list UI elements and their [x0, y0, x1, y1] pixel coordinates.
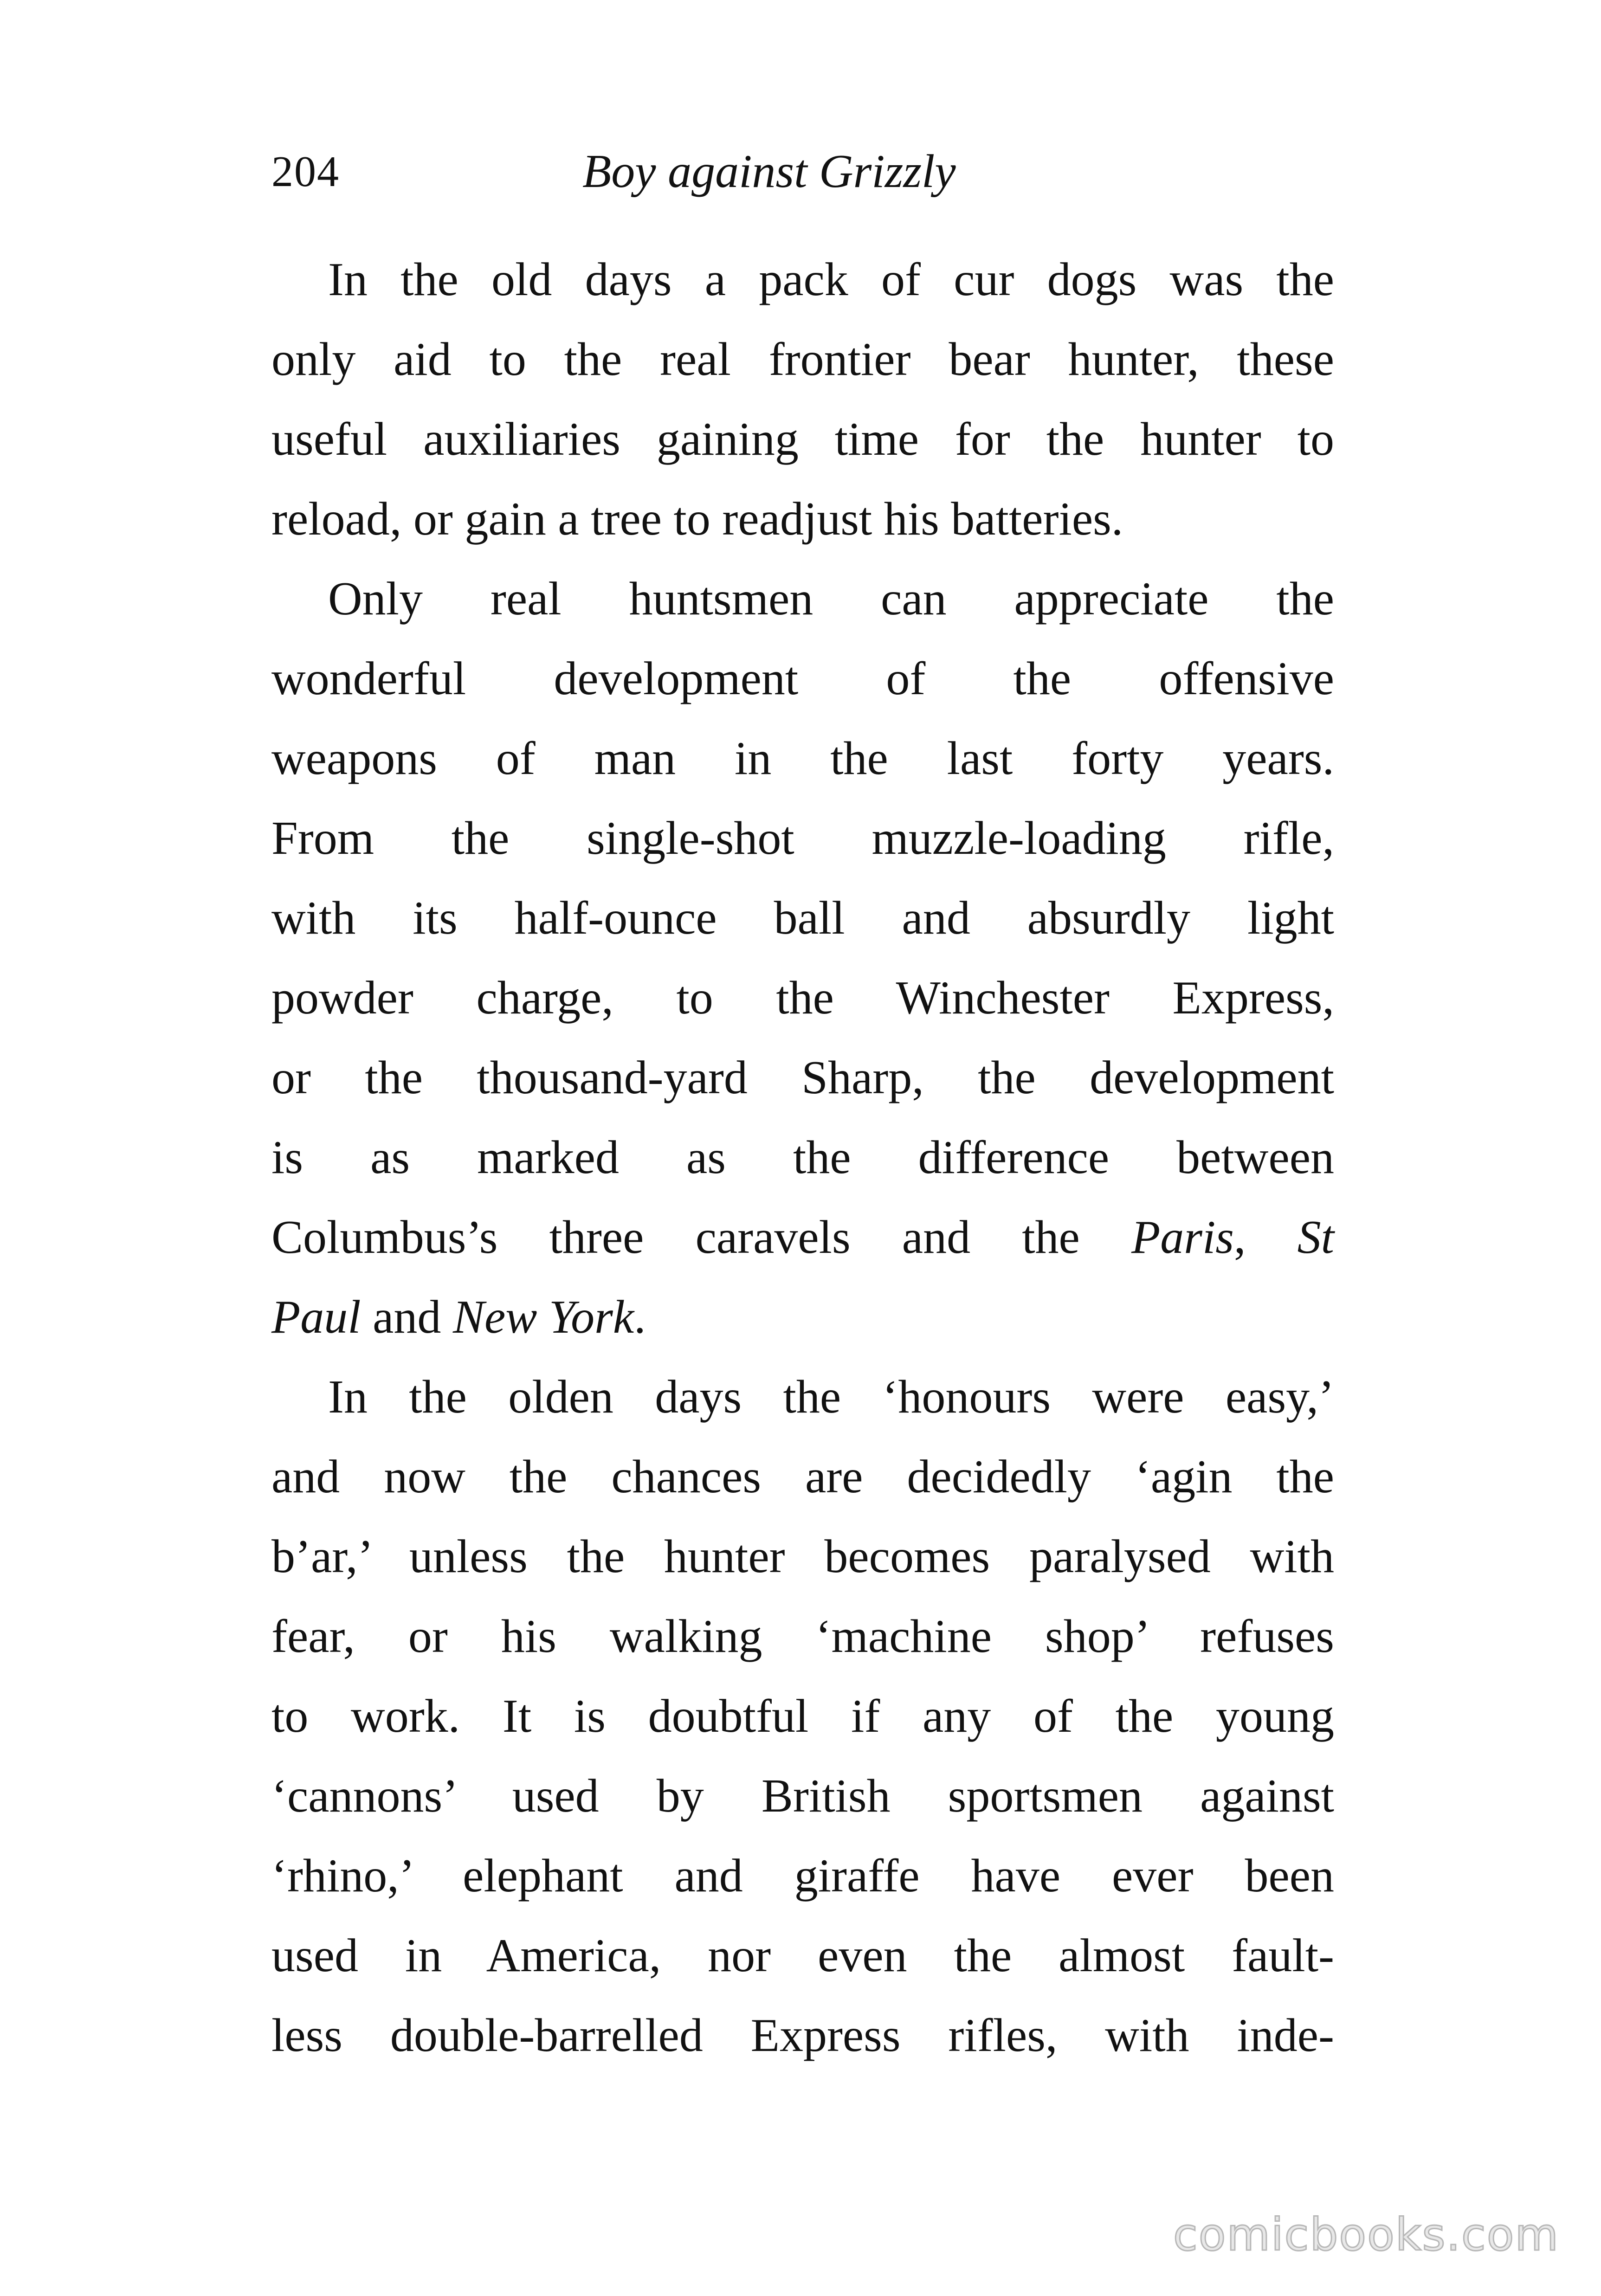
text-line — [271, 878, 1334, 958]
text-line — [271, 1038, 1334, 1118]
text-line — [271, 1677, 1334, 1756]
text-line — [271, 1118, 1334, 1198]
text-line — [271, 1836, 1334, 1916]
text-line — [271, 559, 1334, 639]
text-line — [271, 1198, 1334, 1277]
text-segment: to work. It is doubtful if any of the young — [271, 1690, 1334, 1742]
text-segment: and now the chances are decidedly ‘agin the — [271, 1451, 1334, 1503]
paragraph-3 — [271, 1357, 1334, 2076]
italic-text-segment: Paul — [271, 1291, 361, 1343]
paragraph-1 — [271, 240, 1334, 559]
text-line — [271, 1277, 1334, 1357]
text-segment: powder charge, to the Winchester Express, — [271, 972, 1334, 1024]
page-header — [271, 139, 1339, 204]
text-segment: weapons of man in the last forty years. — [271, 732, 1334, 785]
text-line — [271, 1517, 1334, 1597]
text-line — [271, 1996, 1334, 2076]
text-segment: only aid to the real frontier bear hunter, these — [271, 333, 1334, 386]
text-line — [271, 958, 1334, 1038]
text-segment: . — [634, 1291, 646, 1343]
text-line — [271, 799, 1334, 878]
text-line — [271, 400, 1334, 479]
text-segment: In the olden days the ‘honours were easy,’ — [328, 1371, 1334, 1423]
text-line — [271, 1756, 1334, 1836]
text-segment: b’ar,’ unless the hunter becomes paralysed with — [271, 1530, 1334, 1583]
text-segment: ‘cannons’ used by British sportsmen against — [271, 1770, 1334, 1822]
text-segment: Columbus’s three caravels and the — [271, 1211, 1131, 1264]
text-segment: is as marked as the difference between — [271, 1131, 1334, 1184]
text-line — [271, 320, 1334, 400]
text-segment: , — [1234, 1211, 1298, 1264]
text-line — [271, 639, 1334, 719]
text-segment: less double-barrelled Express rifles, with inde- — [271, 2009, 1334, 2062]
text-line — [271, 1597, 1334, 1677]
text-segment: ‘rhino,’ elephant and giraffe have ever been — [271, 1850, 1334, 1902]
text-segment: used in America, nor even the almost fault- — [271, 1929, 1334, 1982]
text-segment: Only real huntsmen can appreciate the — [328, 573, 1334, 625]
italic-text-segment: Paris — [1131, 1211, 1234, 1264]
text-line — [271, 240, 1334, 320]
running-title: Boy against Grizzly — [582, 145, 956, 198]
text-line — [271, 1357, 1334, 1437]
text-segment: wonderful development of the offensive — [271, 652, 1334, 705]
text-line — [271, 1916, 1334, 1996]
text-segment: useful auxiliaries gaining time for the hunter to — [271, 413, 1334, 465]
italic-text-segment: New York — [452, 1291, 634, 1343]
text-segment: In the old days a pack of cur dogs was the — [328, 253, 1334, 306]
text-segment: with its half-ounce ball and absurdly light — [271, 892, 1334, 944]
watermark: comicbooks.com — [1173, 2209, 1559, 2261]
text-segment: or the thousand-yard Sharp, the development — [271, 1051, 1334, 1104]
text-line — [271, 479, 1334, 559]
page-body — [271, 240, 1334, 2076]
page-number: 204 — [271, 148, 340, 196]
italic-text-segment: St — [1297, 1211, 1334, 1264]
text-line — [271, 719, 1334, 799]
text-segment: and — [361, 1291, 453, 1343]
text-segment: reload, or gain a tree to readjust his batteries. — [271, 493, 1123, 545]
text-segment: From the single-shot muzzle-loading rifle, — [271, 812, 1334, 864]
text-line — [271, 1437, 1334, 1517]
paragraph-2 — [271, 559, 1334, 1357]
text-segment: fear, or his walking ‘machine shop’ refuses — [271, 1610, 1334, 1663]
